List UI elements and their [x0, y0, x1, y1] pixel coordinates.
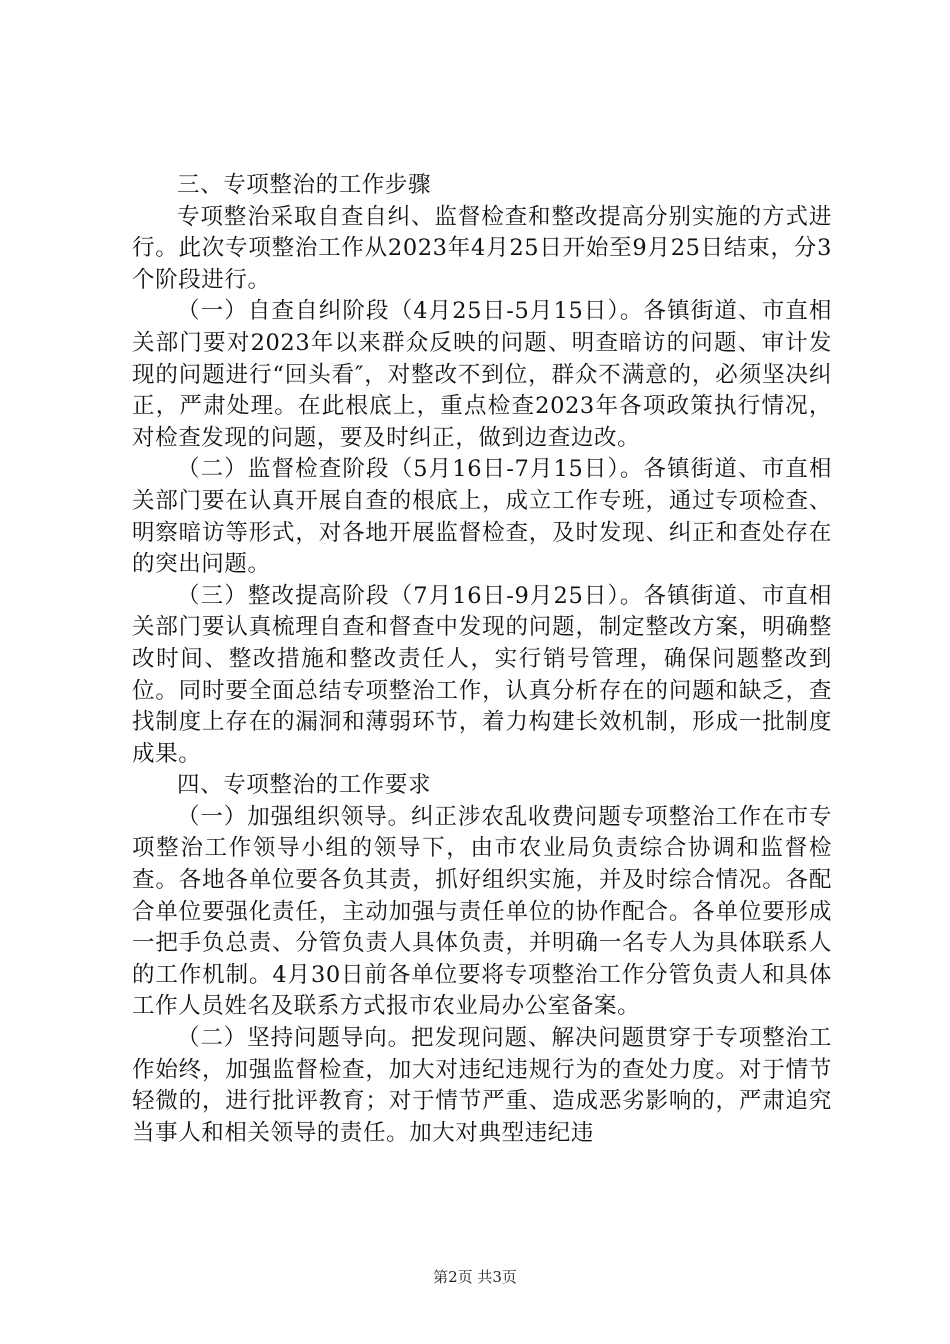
section-heading-work-steps: 三、专项整治的工作步骤 — [177, 172, 432, 198]
paragraph-organization-leadership: （一）加强组织领导。纠正涉农乱收费问题专项整治工作在市专项整治工作领导小组的领导下，由市农业局负责综合协调和监督检查。各地各单位要各负其责，抓好组织实施，并及时综合情况。各配合单位要强化责任，主动加强与责任单位的协作配合。各单位要形成一把手负总责、分管负责人具体负责，并明确一名专人为具体联系人的工作机制。4月30日前各单位要将专项整治工作分管负责人和具体工作人员姓名及联系方式报市农业局办公室备案。 — [132, 803, 832, 1020]
paragraph-stage-rectification: （三）整改提高阶段（7月16日-9月25日）。各镇街道、市直相关部门要认真梳理自查和督查中发现的问题，制定整改方案，明确整改时间、整改措施和整改责任人，实行销号管理，确保问题整改到位。同时要全面总结专项整治工作，认真分析存在的问题和缺乏，查找制度上存在的漏洞和薄弱环节，着力构建长效机制，形成一批制度成果。 — [132, 582, 832, 767]
section-heading-work-requirements: 四、专项整治的工作要求 — [177, 772, 432, 799]
paragraph-overview: 专项整治采取自查自纠、监督检查和整改提高分别实施的方式进行。此次专项整治工作从2023年4月25日开始至9月25日结束，分3个阶段进行。 — [132, 203, 832, 293]
paragraph-stage-supervision: （二）监督检查阶段（5月16日-7月15日）。各镇街道、市直相关部门要在认真开展自查的根底上，成立工作专班，通过专项检查、明察暗访等形式，对各地开展监督检查，及时发现、纠正和查处存在的突出问题。 — [132, 456, 832, 578]
document-body — [132, 170, 832, 1149]
paragraph-problem-orientation: （二）坚持问题导向。把发现问题、解决问题贯穿于专项整治工作始终，加强监督检查，加大对违纪违规行为的查处力度。对于情节轻微的，进行批评教育；对于情节严重、造成恶劣影响的，严肃追究当事人和相关领导的责任。加大对典型违纪违 — [132, 1025, 832, 1146]
paragraph-stage-self-check: （一）自查自纠阶段（4月25日-5月15日）。各镇街道、市直相关部门要对2023年以来群众反映的问题、明查暗访的问题、审计发现的问题进行“回头看″，对整改不到位，群众不满意的，必须坚决纠正，严肃处理。在此根底上，重点检查2023年各项政策执行情况，对检查发现的问题，要及时纠正，做到边查边改。 — [132, 298, 832, 451]
page-footer — [0, 1266, 950, 1287]
page-number: 第2页 共3页 — [433, 1268, 517, 1286]
